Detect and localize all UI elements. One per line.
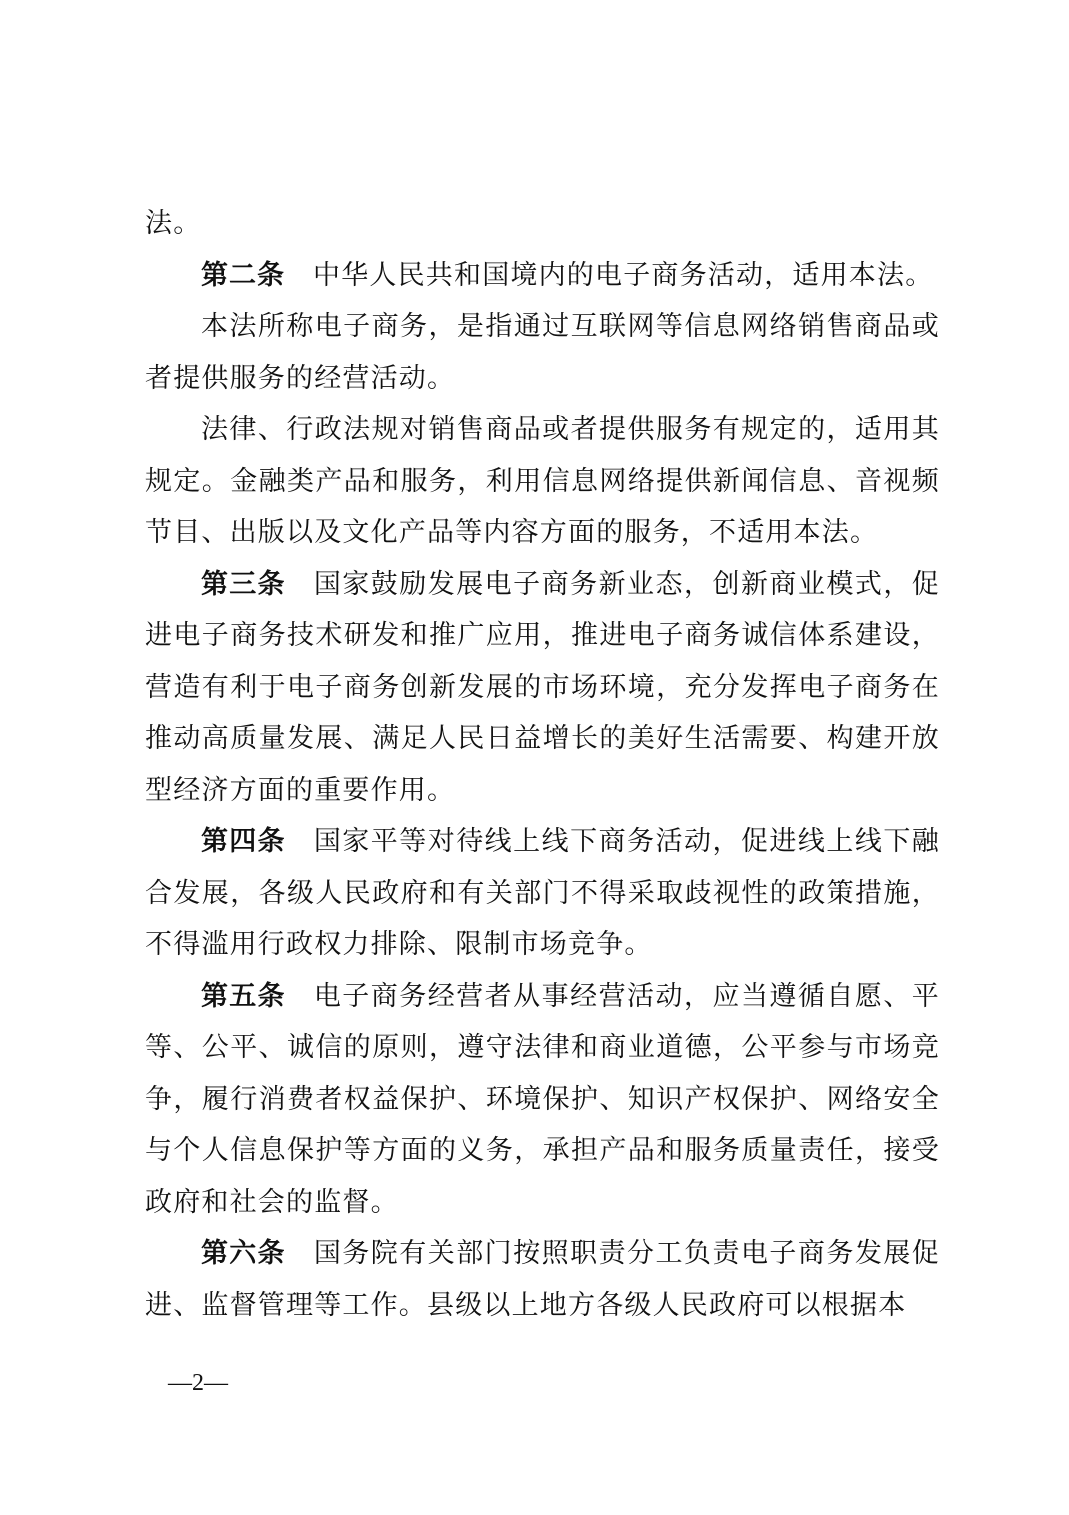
- article-2: [145, 250, 940, 302]
- article-2-clause-3: [145, 404, 940, 559]
- article-label: 第四条: [201, 826, 286, 857]
- body-text: [145, 198, 940, 1331]
- page-number: —2—: [168, 1370, 228, 1396]
- paragraph-text: 国家平等对待线上线下商务活动，促进线上线下融合发展，各级人民政府和有关部门不得采取歧视性的政策措施，不得滥用行政权力排除、限制市场竞争。: [145, 826, 940, 960]
- article-6: [145, 1228, 940, 1331]
- paragraph-text: 中华人民共和国境内的电子商务活动，适用本法。: [313, 259, 934, 291]
- paragraph-text: 国家鼓励发展电子商务新业态，创新商业模式，促进电子商务技术研发和推广应用，推进电子商务诚信体系建设，营造有利于电子商务创新发展的市场环境，充分发挥电子商务在推动高质量发展、满足人民日益增长的美好生活需要、构建开放型经济方面的重要作用。: [145, 568, 940, 806]
- article-label: 第三条: [201, 568, 286, 600]
- article-4: [145, 816, 940, 971]
- article-label: 第六条: [201, 1238, 286, 1269]
- article-label: 第五条: [201, 980, 286, 1012]
- paragraph-continuation: [145, 198, 940, 250]
- article-3: [145, 559, 940, 817]
- article-2-clause-2: [145, 301, 940, 404]
- paragraph-text: 国务院有关部门按照职责分工负责电子商务发展促进、监督管理等工作。县级以上地方各级人民政府可以根据本: [145, 1238, 940, 1321]
- article-label: 第二条: [201, 259, 285, 291]
- article-5: [145, 971, 940, 1229]
- paragraph-text: 法。: [145, 208, 202, 239]
- paragraph-text: 电子商务经营者从事经营活动，应当遵循自愿、平等、公平、诚信的原则，遵守法律和商业道德，公平参与市场竞争，履行消费者权益保护、环境保护、知识产权保护、网络安全与个人信息保护等方面的义务，承担产品和服务质量责任，接受政府和社会的监督。: [145, 980, 940, 1218]
- paragraph-text: 本法所称电子商务，是指通过互联网等信息网络销售商品或者提供服务的经营活动。: [145, 311, 940, 394]
- paragraph-text: 法律、行政法规对销售商品或者提供服务有规定的，适用其规定。金融类产品和服务，利用信息网络提供新闻信息、音视频节目、出版以及文化产品等内容方面的服务，不适用本法。: [145, 414, 940, 548]
